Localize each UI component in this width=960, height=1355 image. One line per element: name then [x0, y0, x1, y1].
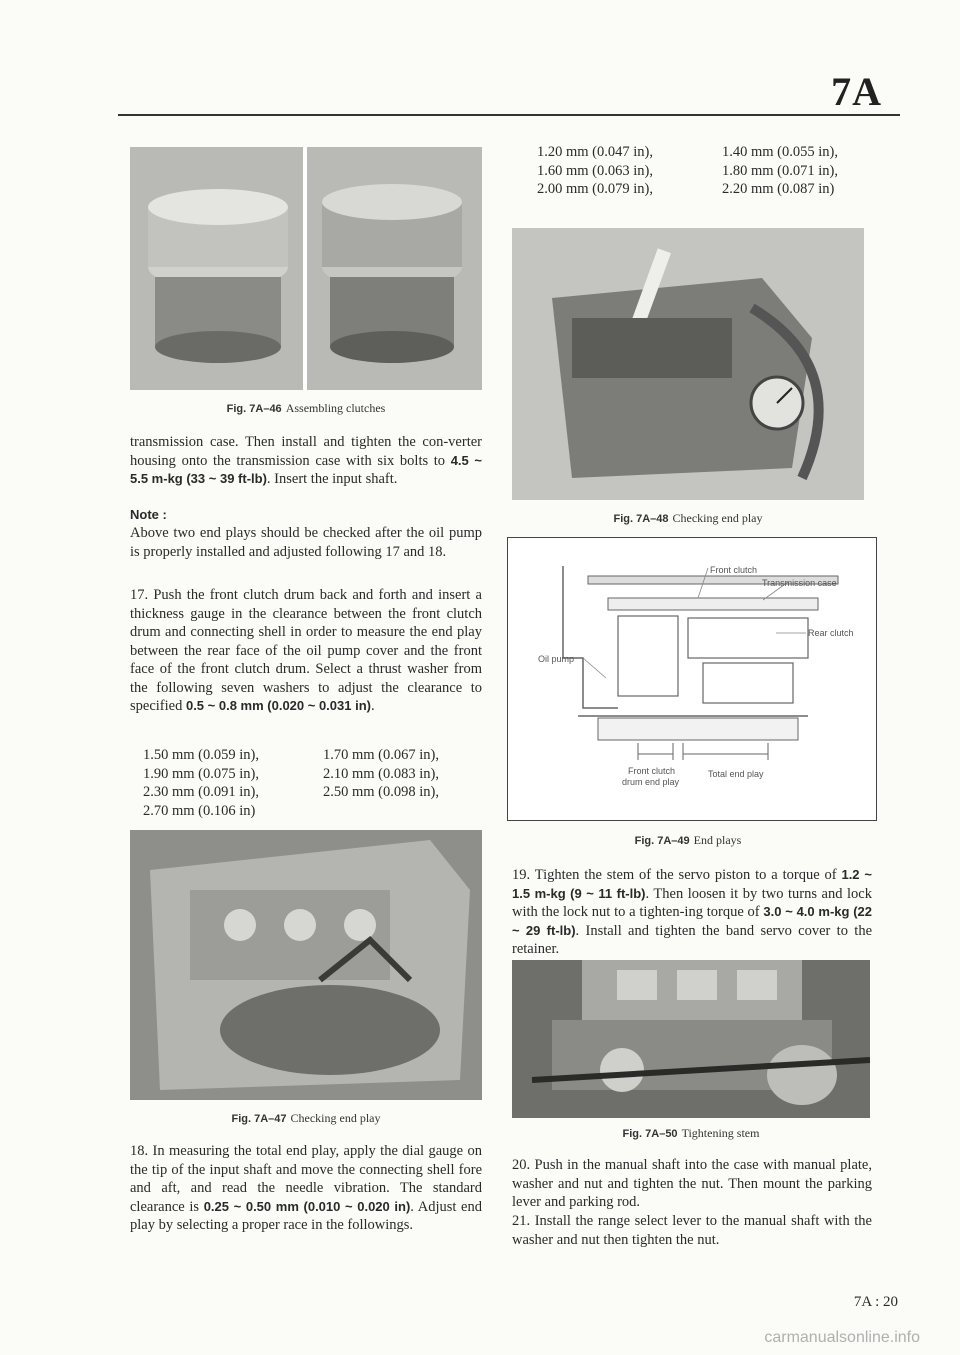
- washer-item: [323, 802, 493, 821]
- washer-item: 1.50 mm (0.059 in),: [143, 747, 259, 763]
- step-19-text-b: . Then loosen it by two turns and lock with the lock nut to a tighten-ing torque of: [512, 885, 872, 921]
- label-oil-pump: Oil pump: [538, 654, 575, 664]
- label-front-clutch: Front clutch: [710, 565, 758, 575]
- intro-torque: 4.5 ~ 5.5 m-kg (33 ~ 39 ft-lb): [130, 452, 482, 487]
- step-21: 21. Install the range select lever to the manual shaft with the washer and nut then tighten the nut.: [512, 1213, 872, 1248]
- fig-50-title: Tightening stem: [681, 1126, 760, 1140]
- fig-46-caption: [130, 401, 482, 416]
- step-19-torque-1: 1.2 ~ 1.5 m-kg (9 ~ 11 ft-lb): [512, 867, 872, 901]
- race-item: 1.40 mm (0.055 in),: [722, 144, 838, 160]
- washer-item: 2.70 mm (0.106 in): [143, 802, 256, 819]
- washer-item: 2.50 mm (0.098 in),: [323, 784, 439, 801]
- fig-46-number: Fig. 7A–46: [226, 403, 282, 415]
- race-item: 2.00 mm (0.079 in),: [537, 181, 653, 198]
- label-front-clutch-drum-2: drum end play: [622, 777, 680, 787]
- intro-paragraph: [130, 433, 482, 489]
- step-19-text-c: . Install and tighten the band servo cover to the retainer.: [512, 922, 872, 958]
- fig-50-photo: [512, 960, 870, 1118]
- step-17-end: .: [370, 698, 375, 715]
- race-item: 1.60 mm (0.063 in),: [537, 162, 653, 179]
- fig-50-number: Fig. 7A–50: [622, 1128, 678, 1140]
- label-total-end-play: Total end play: [708, 769, 764, 779]
- race-item: 1.80 mm (0.071 in),: [722, 162, 838, 179]
- step-18-end: . Adjust end play by selecting a proper race in the followings.: [130, 1198, 482, 1234]
- step-17: [130, 586, 482, 716]
- step-17-text: 17. Push the front clutch drum back and forth and insert a thickness gauge in the clearance between the front clutch drum and connecting shell in order to measure the end play between the rear face of the oil pump cover and the front face of the front clutch drum. Select a thrust washer from the following seven washers to adjust the clearance to specified: [130, 587, 482, 715]
- fig-49-number: Fig. 7A–49: [634, 835, 690, 847]
- washer-list-18: [537, 143, 907, 199]
- race-item: 1.20 mm (0.047 in),: [537, 144, 653, 160]
- label-rear-clutch: Rear clutch: [808, 628, 854, 638]
- washer-item: 2.10 mm (0.083 in),: [323, 765, 439, 782]
- fig-48-title: Checking end play: [672, 511, 763, 525]
- section-title: 7A: [831, 69, 882, 114]
- fig-50-caption: [512, 1126, 870, 1141]
- fig-47-photo: [130, 830, 482, 1100]
- race-item: 2.20 mm (0.087 in): [722, 181, 835, 198]
- fig-49-title: End plays: [693, 833, 742, 847]
- fig-47-title: Checking end play: [290, 1111, 381, 1125]
- fig-49-caption: [512, 833, 864, 848]
- washer-item: 1.70 mm (0.067 in),: [323, 747, 439, 763]
- fig-47-caption: [130, 1111, 482, 1126]
- note-text: Above two end plays should be checked after the oil pump is properly installed and adjusted following 17 and 18.: [130, 525, 482, 560]
- fig-46-photo: [130, 147, 482, 390]
- step-18-text: 18. In measuring the total end play, apply the dial gauge on the tip of the input shaft and move the connecting shell fore and aft, and read the needle vibration. The standard clearance is: [130, 1143, 482, 1215]
- page-number: 7A : 20: [853, 1294, 898, 1310]
- intro-text-b: . Insert the input shaft.: [266, 471, 398, 488]
- washer-item: 1.90 mm (0.075 in),: [143, 765, 259, 782]
- label-transmission-case: Transmission case: [762, 578, 837, 588]
- fig-46-title: Assembling clutches: [285, 401, 386, 415]
- step-20: 20. Push in the manual shaft into the case with manual plate, washer and nut and tighten the nut. Then mount the parking lever and parking rod.: [512, 1157, 872, 1211]
- fig-48-caption: [512, 511, 864, 526]
- washer-list-17: [143, 746, 493, 820]
- step-19-text-a: 19. Tighten the stem of the servo piston to a torque of: [512, 867, 842, 883]
- step-18-spec: 0.25 ~ 0.50 mm (0.010 ~ 0.020 in): [203, 1198, 411, 1214]
- fig-48-number: Fig. 7A–48: [613, 513, 669, 525]
- fig-47-number: Fig. 7A–47: [231, 1113, 287, 1125]
- watermark: carmanualsonline.info: [764, 1329, 920, 1346]
- header-rule: [118, 114, 900, 116]
- fig-48-photo: [512, 228, 864, 500]
- step-19-torque-2: 3.0 ~ 4.0 m-kg (22 ~ 29 ft-lb): [512, 904, 873, 938]
- intro-text-a: transmission case. Then install and tighten the con-verter housing onto the transmission case with six bolts to: [130, 434, 482, 469]
- washer-item: 2.30 mm (0.091 in),: [143, 784, 259, 801]
- note-label: Note :: [130, 507, 167, 522]
- step-17-spec: 0.5 ~ 0.8 mm (0.020 ~ 0.031 in): [185, 698, 371, 714]
- label-front-clutch-drum-1: Front clutch: [628, 766, 676, 776]
- step-19: [512, 866, 872, 959]
- step-18: [130, 1142, 482, 1235]
- fig-49-diagram: [507, 537, 877, 821]
